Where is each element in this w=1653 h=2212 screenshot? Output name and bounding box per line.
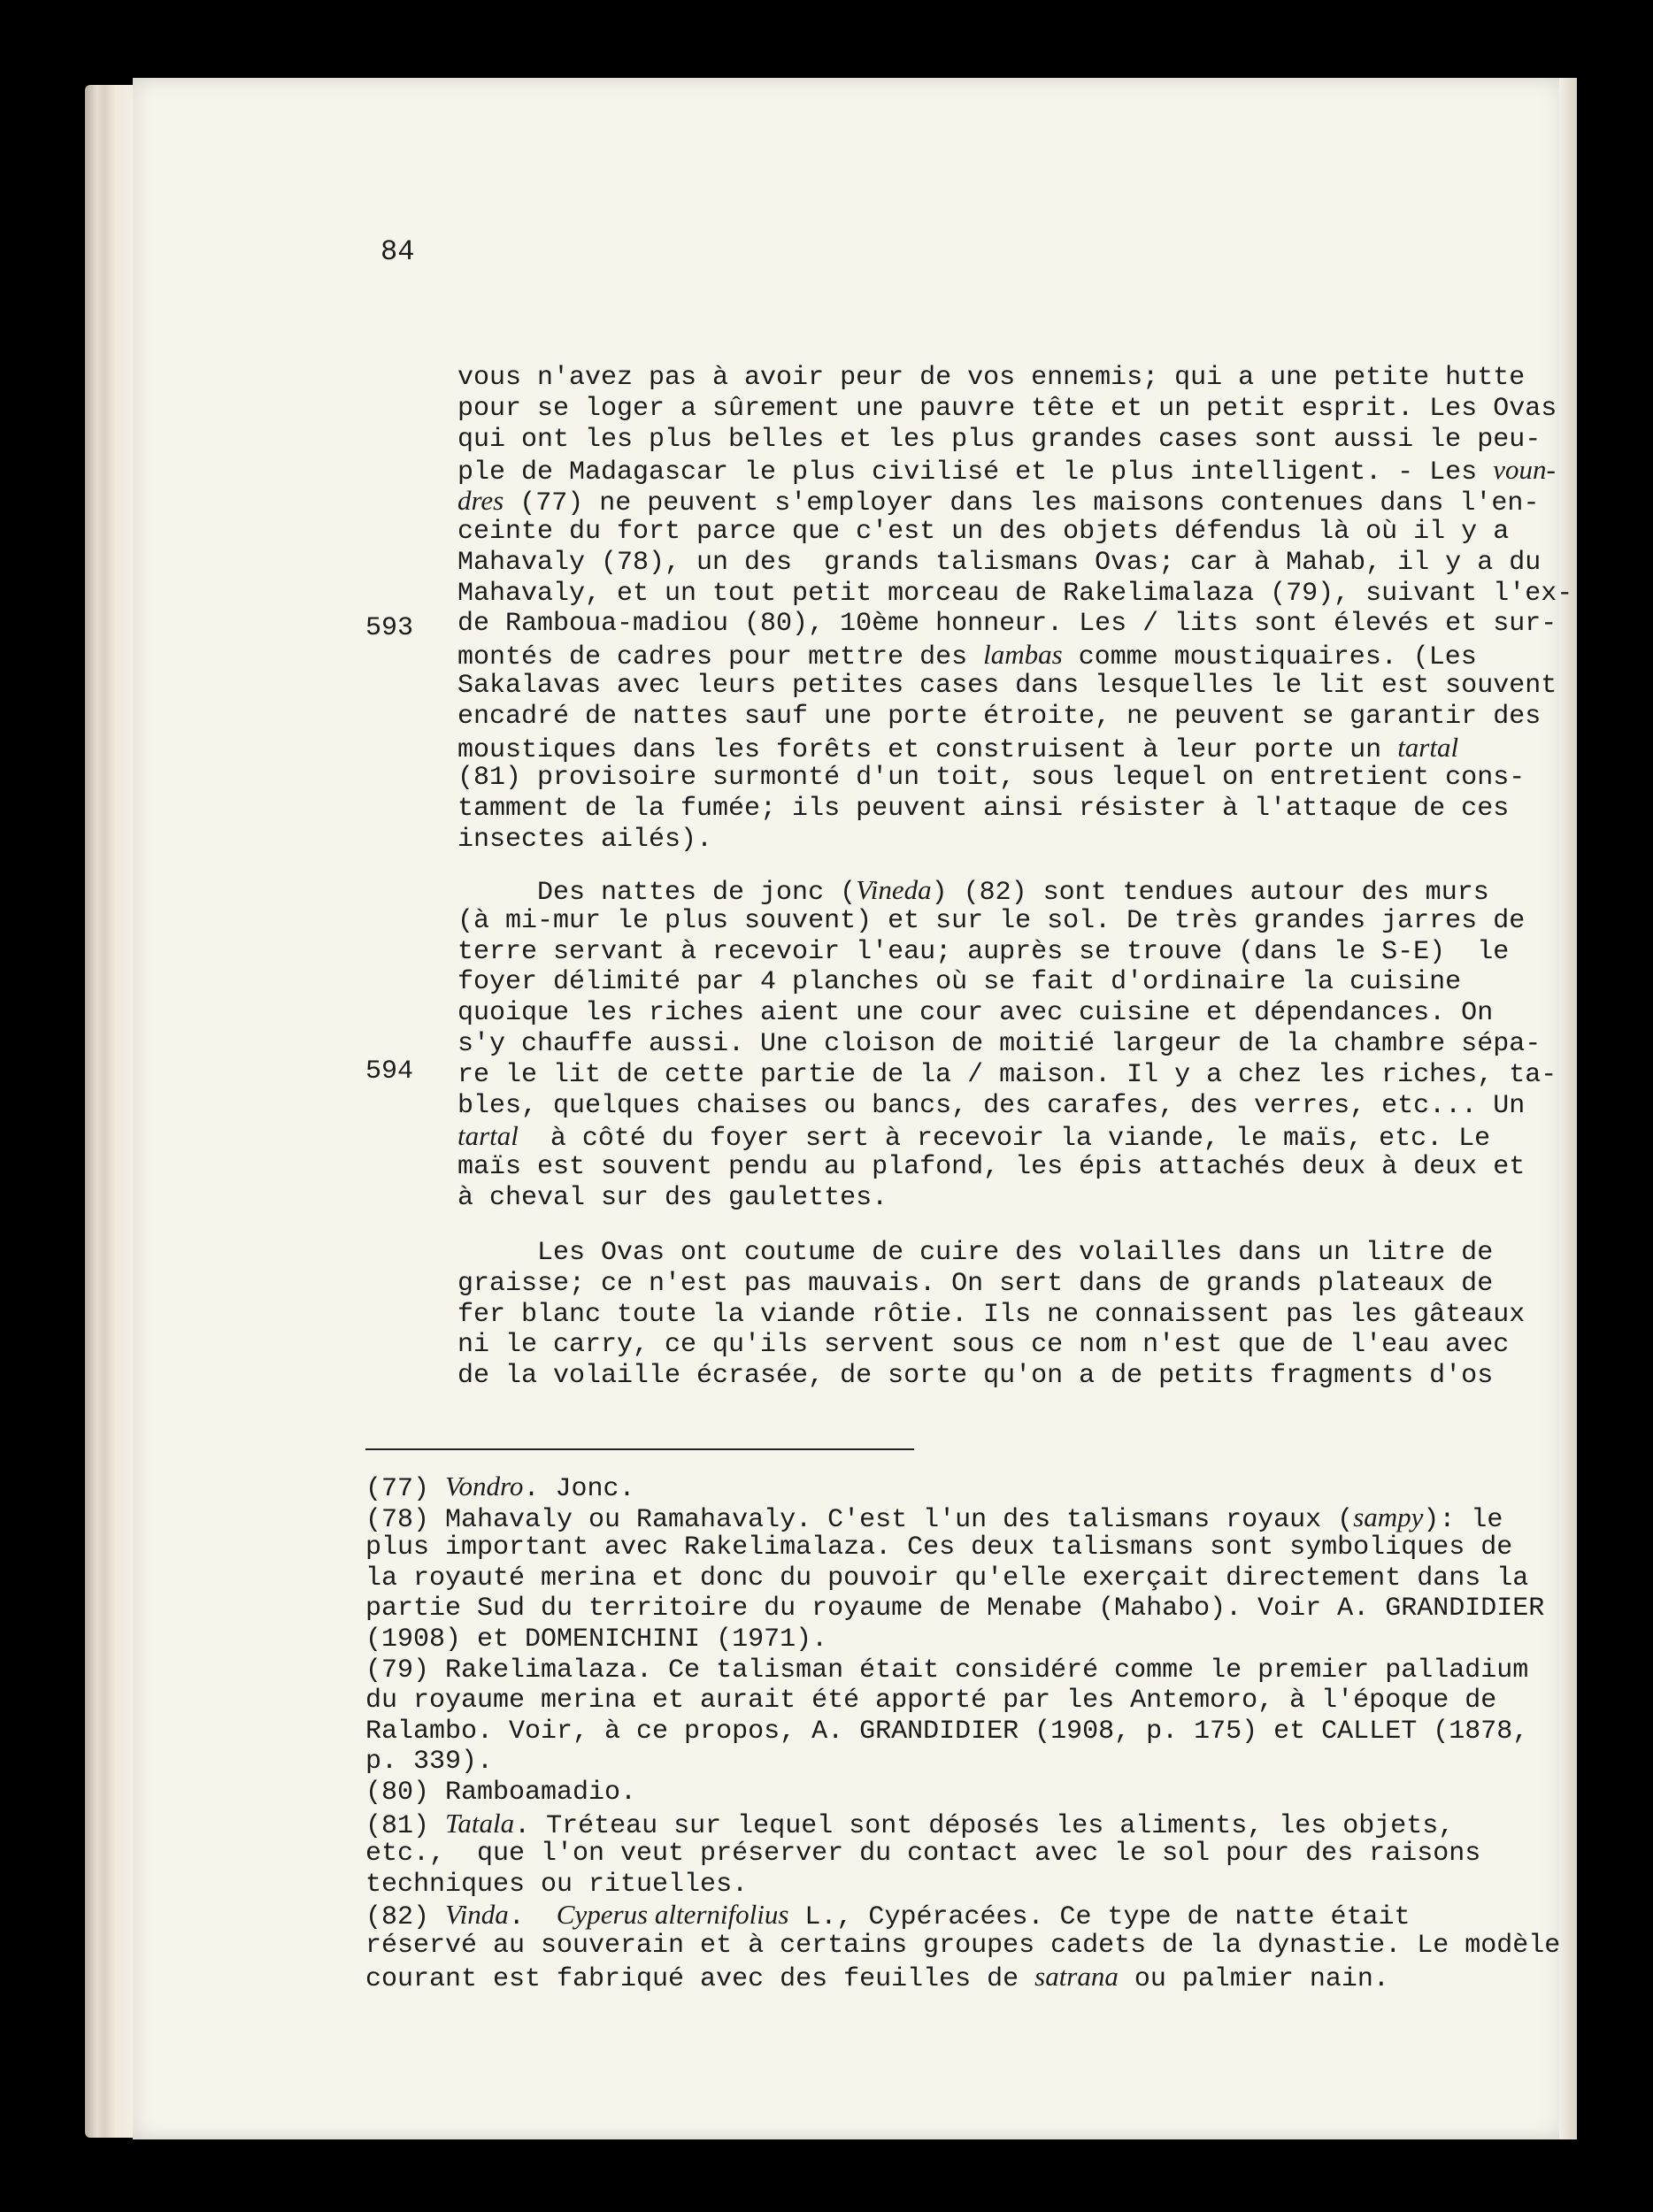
italic-term: lambas	[983, 639, 1063, 671]
footnote-line: partie Sud du territoire du royaume de Menabe (Mahabo). Voir A. GRANDIDIER	[365, 1594, 1545, 1624]
footnotes	[365, 1471, 1561, 1994]
text-run: montés de cadres pour mettre des	[457, 642, 984, 673]
footnote-line: techniques ou rituelles.	[365, 1869, 749, 1900]
italic-term: satrana	[1034, 1960, 1119, 1992]
text-line: encadré de nattes sauf une porte étroite, ne peuvent se garantir des	[457, 701, 1542, 732]
page-number: 84	[381, 235, 415, 268]
text-line: de Ramboua-madiou (80), 10ème honneur. Les / lits sont élevés et sur-	[457, 609, 1557, 640]
text-line: ceinte du fort parce que c'est un des objets défendus là où il y a	[457, 516, 1510, 547]
text-run: courant est fabriqué avec des feuilles de	[365, 1963, 1035, 1994]
margin-number-594: 594	[365, 1056, 414, 1087]
footnote-77	[365, 1471, 1498, 1502]
text-line: Sakalavas avec leurs petites cases dans lesquelles le lit est souvent	[457, 670, 1557, 701]
text-line: s'y chauffe aussi. Une cloison de moitié largeur de la chambre sépa-	[457, 1028, 1542, 1059]
footnote-81	[365, 1809, 1498, 1839]
text-line	[457, 639, 1477, 673]
text-run: (78) Mahavaly ou Ramahavaly. C'est l'un des talismans royaux (	[365, 1504, 1354, 1535]
italic-term: Vinda	[445, 1899, 509, 1931]
italic-term: Vondro	[445, 1471, 524, 1502]
text-line: fer blanc toute la viande rôtie. Ils ne connaissent pas les gâteaux	[457, 1299, 1526, 1330]
text-line: (81) provisoire surmonté d'un toit, sous lequel on entretient cons-	[457, 763, 1526, 794]
text-line: à cheval sur des gaulettes.	[457, 1182, 888, 1213]
text-run: moustiques dans les forêts et construisent à leur porte un	[457, 734, 1398, 765]
text-line: vous n'avez pas à avoir peur de vos ennemis; qui a une petite hutte	[457, 363, 1526, 393]
paragraph-3	[457, 1238, 1526, 1392]
text-line	[457, 1120, 1491, 1155]
text-run: (82)	[365, 1902, 446, 1933]
text-run: Des nattes de jonc (	[457, 878, 857, 908]
footnote-line: réservé au souverain et à certains groupes cadets de la dynastie. Le modèle	[365, 1930, 1561, 1961]
text-line	[457, 874, 1489, 908]
footnote-line: p. 339).	[365, 1747, 494, 1778]
text-line: (à mi-mur le plus souvent) et sur le sol. De très grandes jarres de	[457, 905, 1526, 936]
text-run: ou palmier nain.	[1118, 1963, 1389, 1994]
text-line: qui ont les plus belles et les plus grandes cases sont aussi le peu-	[457, 424, 1542, 455]
text-run: ) (82) sont tendues autour des murs	[931, 878, 1489, 908]
italic-term: Vineda	[856, 874, 932, 905]
text-run: (81)	[365, 1810, 446, 1841]
italic-term: Cyperus alternifolius	[556, 1899, 789, 1931]
text-line: Mahavaly, et un tout petit morceau de Rakelimalaza (79), suivant l'ex-	[457, 578, 1573, 609]
italic-term: sampy	[1353, 1501, 1424, 1532]
text-line: terre servant à recevoir l'eau; auprès se trouve (dans le S-E) le	[457, 936, 1510, 967]
margin-number-593: 593	[365, 613, 414, 643]
text-line: pour se loger a sûrement une pauvre tête et un petit esprit. Les Ovas	[457, 393, 1557, 424]
text-run: ple de Madagascar le plus civilisé et le plus intelligent. - Les	[457, 457, 1478, 488]
text-line: tamment de la fumée; ils peuvent ainsi résister à l'attaque de ces	[457, 794, 1510, 825]
footnote-79: (79) Rakelimalaza. Ce talisman était considéré comme le premier palladium	[365, 1655, 1529, 1686]
footnote-82	[365, 1900, 1498, 1931]
paragraph-2	[457, 874, 1557, 1214]
italic-term: dres	[457, 485, 504, 517]
text-run: ): le	[1423, 1504, 1503, 1535]
text-line: re le lit de cette partie de la / maison. Il y a chez les riches, ta-	[457, 1059, 1557, 1090]
footnote-line: Ralambo. Voir, à ce propos, A. GRANDIDIER (1908, p. 175) et CALLET (1878,	[365, 1716, 1529, 1747]
text-run: . Jonc.	[523, 1474, 635, 1504]
text-run: L., Cypéracées. Ce type de natte était	[788, 1902, 1411, 1933]
text-line: insectes ailés).	[457, 824, 713, 855]
italic-term: tartal	[457, 1120, 519, 1152]
italic-term: Tatala	[445, 1807, 515, 1839]
text-line: Les Ovas ont coutume de cuire des volailles dans un litre de	[457, 1238, 1494, 1268]
text-line	[457, 454, 1556, 488]
text-run: .	[508, 1902, 557, 1933]
text-line: foyer délimité par 4 planches où se fait d'ordinaire la cuisine	[457, 967, 1462, 998]
footnote-line: plus important avec Rakelimalaza. Ces deux talismans sont symboliques de	[365, 1532, 1513, 1563]
text-run: (77) ne peuvent s'employer dans les maisons contenues dans l'en-	[504, 488, 1540, 519]
footnote-line: etc., que l'on veut préserver du contact avec le sol pour des raisons	[365, 1839, 1481, 1870]
text-run: (77)	[365, 1474, 446, 1504]
text-line	[457, 485, 1540, 519]
text-line: bles, quelques chaises ou bancs, des carafes, des verres, etc... Un	[457, 1090, 1526, 1121]
footnote-line: (1908) et DOMENICHINI (1971).	[365, 1624, 828, 1655]
footnote-line	[365, 1962, 1498, 1993]
text-line: Mahavaly (78), un des grands talismans Ovas; car à Mahab, il y a du	[457, 547, 1542, 578]
italic-term: voun-	[1493, 454, 1556, 486]
text-line	[457, 733, 1466, 764]
text-line: ni le carry, ce qu'ils servent sous ce nom n'est que de l'eau avec	[457, 1330, 1510, 1361]
text-line: graisse; ce n'est pas mauvais. On sert dans de grands plateaux de	[457, 1268, 1494, 1299]
paragraph-1	[457, 363, 1573, 856]
text-line: maïs est souvent pendu au plafond, les épis attachés deux à deux et	[457, 1152, 1526, 1183]
text-run: . Tréteau sur lequel sont déposés les aliments, les objets,	[514, 1810, 1455, 1841]
footnote-rule	[365, 1448, 914, 1450]
footnote-80: (80) Ramboamadio.	[365, 1777, 637, 1808]
footnote-line: du royaume merina et aurait été apporté par les Antemoro, à l'époque de	[365, 1686, 1497, 1717]
text-run: comme moustiquaires. (Les	[1062, 642, 1477, 673]
italic-term: tartal	[1397, 731, 1459, 763]
text-run: à côté du foyer sert à recevoir la viande, le maïs, etc. Le	[518, 1124, 1491, 1155]
footnote-78	[365, 1501, 1503, 1535]
footnote-line: la royauté merina et donc du pouvoir qu'elle exerçait directement dans la	[365, 1563, 1529, 1594]
text-line: de la volaille écrasée, de sorte qu'on a de petits fragments d'os	[457, 1361, 1494, 1392]
text-line: quoique les riches aient une cour avec cuisine et dépendances. On	[457, 998, 1494, 1029]
